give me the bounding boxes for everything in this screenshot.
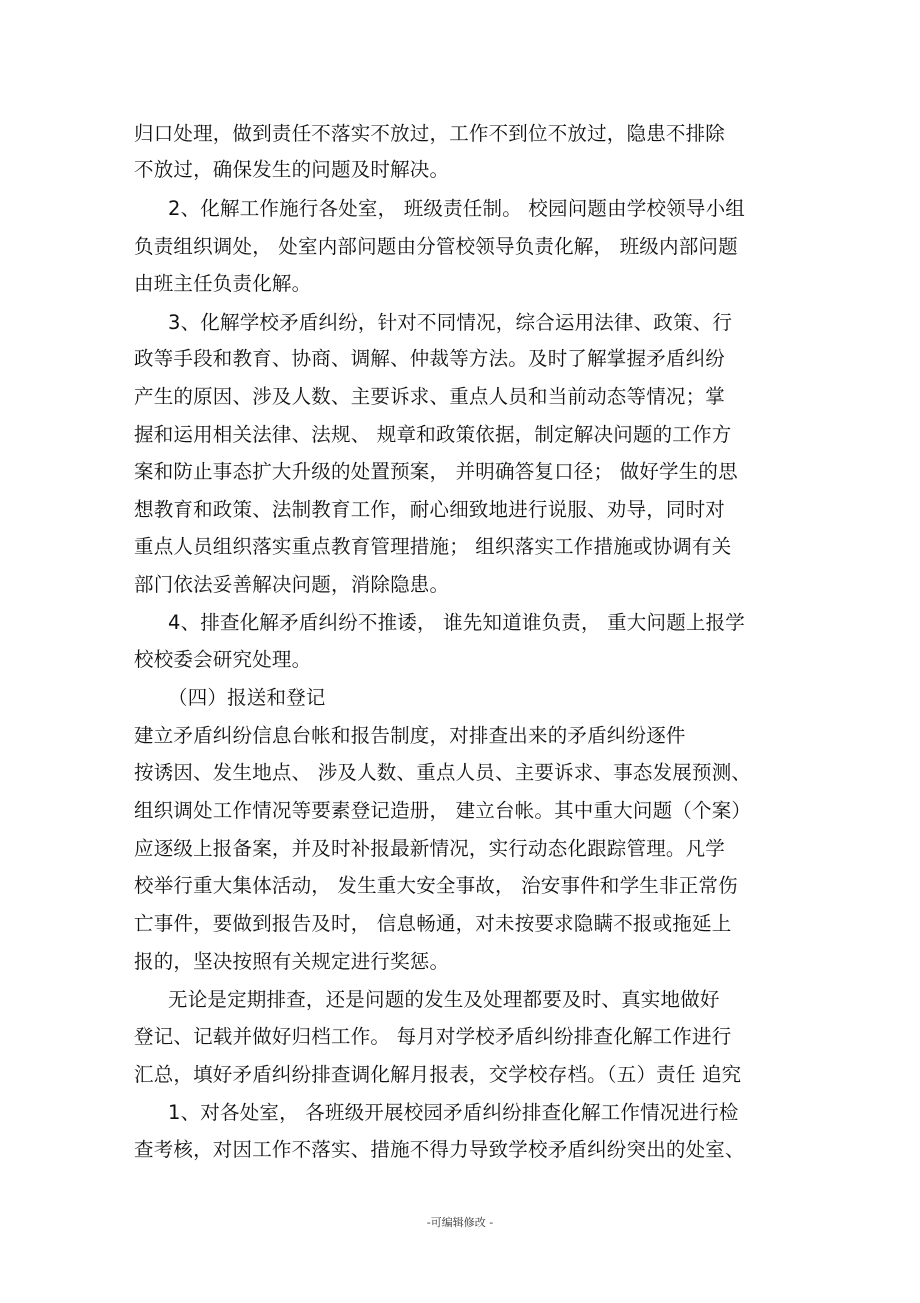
text-line: 由班主任负责化解。 <box>134 272 312 295</box>
page-footer: -可编辑修改 - <box>426 1216 494 1229</box>
section-heading: （四）报送和登记 <box>168 686 326 709</box>
text-line: 无论是定期排查，还是问题的发生及处理都要及时、真实地做好 <box>168 988 720 1011</box>
text-line: 校举行重大集体活动， 发生重大安全事故， 治安事件和学生非正常伤 <box>134 874 738 897</box>
text-line: 登记、记载并做好归档工作。 每月对学校矛盾纠纷排查化解工作进行 <box>134 1025 732 1048</box>
text-line: 政等手段和教育、协商、调解、仲裁等方法。及时了解掌握矛盾纠纷 <box>134 347 726 370</box>
text-line: 按诱因、发生地点、 涉及人数、重点人员、主要诉求、事态发展预测、 <box>134 761 752 784</box>
text-line: 亡事件，要做到报告及时， 信息畅通，对未按要求隐瞒不报或拖延上 <box>134 912 732 935</box>
text-line: 4、排查化解矛盾纠纷不推诿， 谁先知道谁负责， 重大问题上报学 <box>168 611 746 634</box>
text-line: 重点人员组织落实重点教育管理措施； 组织落实工作措施或协调有关 <box>134 535 732 558</box>
text-line: 组织调处工作情况等要素登记造册， 建立台帐。其中重大问题（个案） <box>134 799 752 822</box>
text-line: 握和运用相关法律、法规、 规章和政策依据，制定解决问题的工作方 <box>134 423 732 446</box>
text-line: 想教育和政策、法制教育工作，耐心细致地进行说服、劝导，同时对 <box>134 498 726 521</box>
text-line: 案和防止事态扩大升级的处置预案， 并明确答复口径； 做好学生的思 <box>134 460 738 483</box>
text-line: 建立矛盾纠纷信息台帐和报告制度，对排查出来的矛盾纠纷逐件 <box>134 724 686 747</box>
text-line: 3、化解学校矛盾纠纷，针对不同情况，综合运用法律、政策、行 <box>168 311 733 334</box>
text-line: 汇总，填好矛盾纠纷排查调化解月报表，交学校存档。（五）责任 追究 <box>134 1063 742 1086</box>
text-line: 不放过，确保发生的问题及时解决。 <box>134 158 450 181</box>
text-line: 部门依法妥善解决问题，消除隐患。 <box>134 573 450 596</box>
text-line: 校校委会研究处理。 <box>134 648 312 671</box>
text-line: 报的，坚决按照有关规定进行奖惩。 <box>134 950 450 973</box>
text-line: 产生的原因、涉及人数、主要诉求、重点人员和当前动态等情况；掌 <box>134 385 726 408</box>
text-line: 查考核，对因工作不落实、措施不得力导致学校矛盾纠纷突出的处室、 <box>134 1138 745 1161</box>
text-line: 1、对各处室， 各班级开展校园矛盾纠纷排查化解工作情况进行检 <box>168 1101 739 1124</box>
text-line: 应逐级上报备案，并及时补报最新情况，实行动态化跟踪管理。凡学 <box>134 837 726 860</box>
text-line: 归口处理，做到责任不落实不放过，工作不到位不放过，隐患不排除 <box>134 122 726 145</box>
text-line: 负责组织调处， 处室内部问题由分管校领导负责化解， 班级内部问题 <box>134 235 738 258</box>
text-line: 2、化解工作施行各处室， 班级责任制。 校园问题由学校领导小组 <box>168 197 746 220</box>
